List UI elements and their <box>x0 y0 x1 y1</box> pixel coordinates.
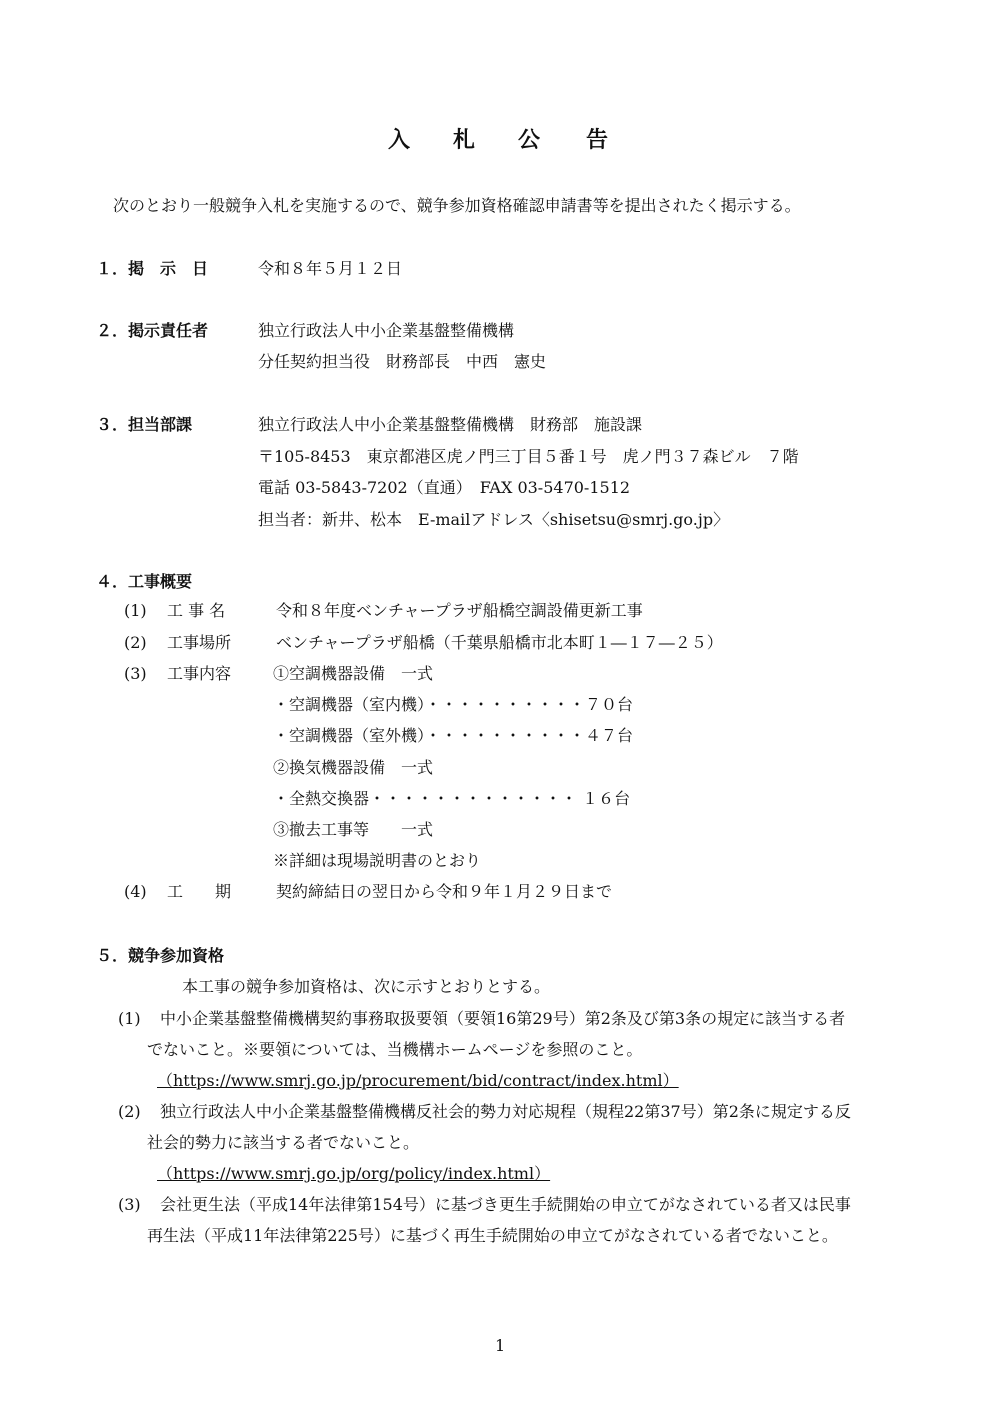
title-char-1: 入 <box>388 127 411 153</box>
s5-p3-num: (3) <box>118 1195 141 1214</box>
s3-line1: 独立行政法人中小企業基盤整備機構 財務部 施設課 <box>258 415 643 434</box>
s4-i3-num: (3) <box>124 664 147 683</box>
title-char-4: 告 <box>586 127 609 153</box>
s4-i2-value: ベンチャープラザ船橋（千葉県船橋市北本町１―１７―２５） <box>276 633 723 652</box>
s3-line2: 〒105-8453 東京都港区虎ノ門三丁目５番１号 虎ノ門３７森ビル ７階 <box>258 447 799 466</box>
s3-line3: 電話 03-5843-7202（直通） FAX 03-5470-1512 <box>258 478 631 497</box>
s5-p2-line1: 独立行政法人中小企業基盤整備機構反社会的勢力対応規程（規程22第37号）第2条に規定する反 <box>160 1102 851 1121</box>
s4-content-5: ・全熱交換器・・・・・・・・・・・・・ １６台 <box>273 789 631 808</box>
s1-label: １．掲 示 日 <box>96 259 209 278</box>
s2-line1: 独立行政法人中小企業基盤整備機構 <box>258 321 515 340</box>
s4-content-2: ・空調機器（室内機）・・・・・・・・・・７０台 <box>273 695 634 714</box>
s3-line4: 担当者：新井、松本 E-mailアドレス〈shisetsu@smrj.go.jp〉 <box>258 510 730 529</box>
s5-p1-num: (1) <box>118 1009 141 1028</box>
s4-i4-label: 工 期 <box>167 882 232 901</box>
page-number: 1 <box>495 1336 506 1355</box>
title-char-3: 公 <box>518 127 541 153</box>
title-char-2: 札 <box>453 127 476 153</box>
s4-i1-value: 令和８年度ベンチャープラザ船橋空調設備更新工事 <box>276 601 643 620</box>
s5-p1-line2: でないこと。※要領については、当機構ホームページを参照のこと。 <box>147 1040 643 1059</box>
s5-p1-line1: 中小企業基盤整備機構契約事務取扱要領（要領16第29号）第2条及び第3条の規定に該当する者 <box>160 1009 846 1028</box>
s2-label: ２．掲示責任者 <box>96 321 209 340</box>
s4-i2-num: (2) <box>124 633 147 652</box>
s5-p3-line2: 再生法（平成11年法律第225号）に基づく再生手続開始の申立てがなされている者でないこと。 <box>147 1226 838 1245</box>
s5-label: ５．競争参加資格 <box>96 946 225 965</box>
s2-line2: 分任契約担当役 財務部長 中西 憲史 <box>258 352 547 371</box>
s4-content-3: ・空調機器（室外機）・・・・・・・・・・４７台 <box>273 726 634 745</box>
doc-title <box>0 126 1000 156</box>
s4-content-6: ③撤去工事等 一式 <box>273 820 434 839</box>
intro-text: 次のとおり一般競争入札を実施するので、競争参加資格確認申請書等を提出されたく掲示する。 <box>113 196 801 215</box>
s5-p1-url[interactable]: （https://www.smrj.go.jp/procurement/bid/contract/index.html） <box>157 1071 679 1090</box>
s4-i2-label: 工事場所 <box>167 633 232 652</box>
s4-i3-label: 工事内容 <box>167 664 232 683</box>
s4-content-4: ②換気機器設備 一式 <box>273 758 434 777</box>
s5-p2-line2: 社会的勢力に該当する者でないこと。 <box>147 1133 420 1152</box>
s4-content-1: ①空調機器設備 一式 <box>273 664 434 683</box>
s5-p3-line1: 会社更生法（平成14年法律第154号）に基づき更生手続開始の申立てがなされている者又は民事 <box>160 1195 851 1214</box>
s5-intro: 本工事の競争参加資格は、次に示すとおりとする。 <box>182 977 551 996</box>
s1-value: 令和８年５月１２日 <box>258 259 403 278</box>
s5-p2-url[interactable]: （https://www.smrj.go.jp/org/policy/index.html） <box>157 1164 551 1183</box>
s4-i4-value: 契約締結日の翌日から令和９年１月２９日まで <box>276 882 613 901</box>
s4-label: ４．工事概要 <box>96 572 193 591</box>
s4-i4-num: (4) <box>124 882 147 901</box>
s4-i1-label: 工 事 名 <box>167 601 226 620</box>
s4-content-7: ※詳細は現場説明書のとおり <box>273 851 482 870</box>
s3-label: ３．担当部課 <box>96 415 193 434</box>
s4-i1-num: (1) <box>124 601 147 620</box>
s5-p2-num: (2) <box>118 1102 141 1121</box>
